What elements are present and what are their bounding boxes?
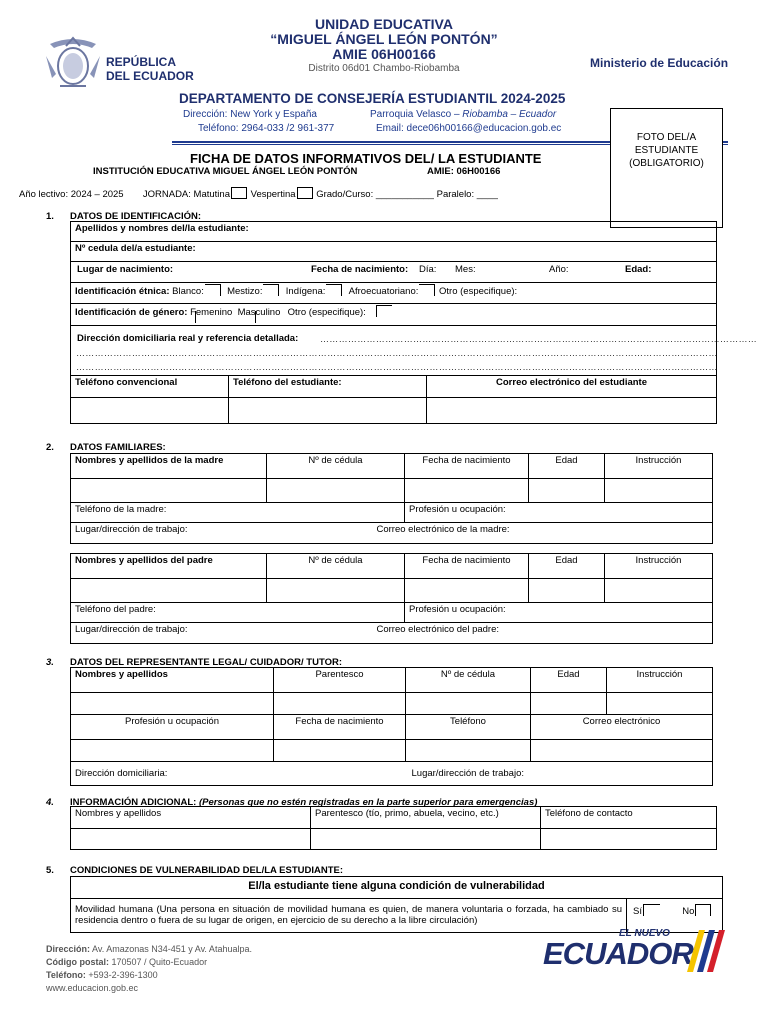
footer-address-value: Av. Amazonas N34-451 y Av. Atahualpa. [92,944,252,954]
mother-names-input[interactable] [71,479,267,503]
footer-phone [46,969,252,982]
emergency-names-input[interactable] [71,829,311,850]
father-age-header [529,554,605,579]
paralelo-field[interactable]: Paralelo: ____ [436,189,498,200]
guardian-address-cell[interactable] [71,762,406,786]
mother-age-header [529,454,605,479]
gender-other-checkbox[interactable] [376,305,392,317]
father-birthdate-label: Fecha de nacimiento [422,555,511,566]
day-label: Día: [419,264,437,275]
guardian-address-label: Dirección domiciliaria: [75,768,168,779]
footer-address [46,943,252,956]
vulnerability-question-cell [71,877,723,899]
emergency-contact-header [541,807,717,829]
mobility-no-label: No [682,906,695,917]
mobility-yes-label: Sí [633,906,642,917]
student-email-header [427,376,717,398]
guardian-phone-label: Teléfono [450,716,486,727]
nuevo-ecuador-logo [543,926,728,974]
guardian-cedula-label: Nº de cédula [440,669,496,680]
footer-address-label: Dirección: [46,944,91,954]
guardian-phone-input[interactable] [406,740,531,762]
father-profession-label: Profesión u ocupación: [409,604,506,615]
birth-cell[interactable] [71,262,717,283]
father-birthdate-input[interactable] [405,579,529,603]
institution-title: UNIDAD EDUCATIVA [315,16,453,32]
school-year-row [19,187,498,200]
guardian-names-input[interactable] [71,693,274,715]
student-email-input[interactable] [427,398,717,424]
ethnic-afro-checkbox[interactable] [419,284,435,296]
footer-website[interactable]: www.educacion.gob.ec [46,983,139,993]
guardian-email-label: Correo electrónico [582,716,661,727]
guardian-names-label: Nombres y apellidos [75,669,168,680]
father-cedula-input[interactable] [267,579,405,603]
gender-masculino-checkbox[interactable] [255,311,271,323]
section-1-title: DATOS DE IDENTIFICACIÓN: [70,211,202,222]
grade-field[interactable]: Grado/Curso: ___________ [316,189,434,200]
student-phone-input[interactable] [229,398,427,424]
logo-top-text: EL NUEVO [619,928,670,939]
section-3-title: DATOS DEL REPRESENTANTE LEGAL/ CUIDADOR/ TUTOR: [70,657,342,668]
guardian-education-header [607,668,713,693]
section-2-number: 2. [46,442,54,453]
emergency-names-label: Nombres y apellidos [75,808,162,819]
identification-table [70,221,758,424]
mother-phone-label: Teléfono de la madre: [75,504,167,515]
department-email[interactable]: Email: dece06h00166@educacion.gob.ec [376,123,562,134]
mother-email-cell[interactable] [376,523,713,544]
father-phone-cell[interactable] [71,603,405,623]
guardian-birthdate-header [274,715,406,740]
father-names-input[interactable] [71,579,267,603]
mother-birthdate-header [405,454,529,479]
guardian-names-header [71,668,274,693]
shift-label: JORNADA: Matutina [142,189,230,200]
ethnic-label: Identificación étnica: [75,286,170,297]
footer-contact [46,943,252,995]
section-4-subtitle: (Personas que no estén registradas en la parte superior para emergencias) [198,797,538,808]
birthplace-label: Lugar de nacimiento: [77,264,174,275]
ethnic-indigena-label: Indígena: [285,286,326,297]
photo-line-1: FOTO DEL/A [636,132,697,143]
department-address: Dirección: New York y España [183,109,317,120]
district: Distrito 06d01 Chambo-Riobamba [308,63,460,74]
mother-profession-label: Profesión u ocupación: [409,504,506,515]
father-age-input[interactable] [529,579,605,603]
father-email-cell[interactable] [376,623,713,644]
morning-checkbox[interactable] [231,187,247,199]
footer-phone-label: Teléfono: [46,970,86,980]
photo-line-3: (OBLIGATORIO) [629,158,704,169]
home-address-label: Dirección domiciliaria real y referencia detallada: [77,333,302,344]
guardian-cedula-header [406,668,531,693]
section-5-number: 5. [46,865,54,876]
school-year: Año lectivo: 2024 – 2025 [19,189,124,200]
emergency-names-header [71,807,311,829]
school-name: “MIGUEL ÁNGEL LEÓN PONTÓN” [270,31,498,47]
flag-stripes-icon [675,928,727,974]
father-age-label: Edad [555,555,578,566]
mother-age-input[interactable] [529,479,605,503]
father-profession-cell[interactable] [405,603,713,623]
department-phone: Teléfono: 2964-033 /2 961-377 [198,123,335,134]
guardian-birthdate-input[interactable] [274,740,406,762]
guardian-age-input[interactable] [531,693,607,715]
emergency-relationship-input[interactable] [311,829,541,850]
gender-other-label: Otro (especifique): [287,307,366,318]
section-3-number: 3. [46,657,54,668]
mother-cedula-input[interactable] [267,479,405,503]
father-email-label: Correo electrónico del padre: [376,624,500,635]
father-table [70,553,713,644]
footer-postal-value: 170507 / Quito-Ecuador [111,957,208,967]
footer-postal [46,956,252,969]
guardian-age-header [531,668,607,693]
emergency-relationship-header [311,807,541,829]
guardian-work-cell[interactable] [406,762,713,786]
emergency-relationship-label: Parentesco (tío, primo, abuela, vecino, etc.) [315,808,499,819]
mother-birthdate-input[interactable] [405,479,529,503]
student-names-cell[interactable] [71,222,717,242]
guardian-profession-label: Profesión u ocupación [124,716,219,727]
father-phone-label: Teléfono del padre: [75,604,156,615]
photo-box[interactable] [610,108,723,228]
mother-email-label: Correo electrónico de la madre: [376,524,510,535]
evening-checkbox[interactable] [297,187,313,199]
guardian-table [70,667,713,786]
guardian-email-header [531,715,713,740]
ethnic-mestizo-label: Mestizo: [227,286,263,297]
gender-femenino-checkbox[interactable] [195,311,211,323]
mother-age-label: Edad [555,455,578,466]
student-phone-header [229,376,427,398]
mother-education-header [605,454,713,479]
form-title: FICHA DE DATOS INFORMATIVOS DEL/ LA ESTUDIANTE [190,151,542,166]
mother-education-label: Instrucción [635,455,682,466]
section-5-title: CONDICIONES DE VULNERABILIDAD DEL/LA ESTUDIANTE: [70,865,344,876]
address-dots-1: …………………………………………………………………………………………………………………………… [320,334,758,344]
department-title: DEPARTAMENTO DE CONSEJERÍA ESTUDIANTIL 2024-2025 [179,91,566,106]
mother-phone-cell[interactable] [71,503,405,523]
section-4-number: 4. [46,797,54,808]
photo-line-2: ESTUDIANTE [634,145,699,156]
mother-birthdate-label: Fecha de nacimiento [422,455,511,466]
guardian-relationship-label: Parentesco [315,669,364,680]
guardian-profession-header [71,715,274,740]
birthdate-label: Fecha de nacimiento: [311,264,409,275]
mobility-yes-checkbox[interactable] [643,904,660,916]
section-4-title: INFORMACIÓN ADICIONAL: [70,797,197,808]
department-parish [370,109,556,120]
student-phone-label: Teléfono del estudiante: [233,377,342,388]
republic-line-2: DEL ECUADOR [106,69,194,83]
logo-brand-text: ECUADOR [543,936,693,971]
guardian-profession-input[interactable] [71,740,274,762]
parish-prefix: Parroquia Velasco – [370,109,460,120]
emergency-contact-input[interactable] [541,829,717,850]
emergency-contact-label: Teléfono de contacto [545,808,633,819]
ethnic-other-label[interactable]: Otro (especifique): [439,286,518,297]
father-education-label: Instrucción [635,555,682,566]
father-cedula-label: Nº de cédula [308,555,363,566]
month-label: Mes: [455,264,476,275]
guardian-age-label: Edad [557,669,580,680]
gender-cell [71,304,717,326]
section-2-title: DATOS FAMILIARES: [70,442,166,453]
guardian-cedula-input[interactable] [406,693,531,715]
guardian-relationship-input[interactable] [274,693,406,715]
student-id-cell[interactable] [71,242,717,262]
vulnerability-table [70,876,723,933]
landline-label: Teléfono convencional [75,377,178,388]
mother-cedula-header [267,454,405,479]
age-label: Edad: [625,264,652,275]
mother-education-input[interactable] [605,479,713,503]
mobility-no-checkbox[interactable] [695,904,711,916]
father-birthdate-header [405,554,529,579]
mother-work-cell[interactable] [71,523,405,544]
amie-code: AMIE 06H00166 [332,46,436,62]
guardian-relationship-header [274,668,406,693]
guardian-phone-header [406,715,531,740]
ethnic-cell [71,283,717,304]
parish-city: Riobamba – Ecuador [462,109,557,120]
form-institution: INSTITUCIÓN EDUCATIVA MIGUEL ÁNGEL LEÓN PONTÓN [93,166,358,177]
ethnic-afro-label: Afroecuatoriano: [348,286,419,297]
father-cedula-header [267,554,405,579]
student-names-label: Apellidos y nombres del/la estudiante: [75,223,249,234]
father-names-header [71,554,267,579]
landline-input[interactable] [71,398,229,424]
mother-names-header [71,454,267,479]
mobility-description: Movilidad humana (Una persona en situación de movilidad humana es quien, de manera voluntaria o forzada, ha cambiado su residencia dentro o fuera de su lugar de origen, en ejercicio de su derecho a la libre circulación) [75,904,622,926]
student-id-label: Nº cedula del/a estudiante: [75,243,196,254]
father-work-label: Lugar/dirección de trabajo: [75,624,188,635]
ethnic-blanco-checkbox[interactable] [205,284,221,296]
ethnic-mestizo-checkbox[interactable] [263,284,279,296]
address-dots-3: ……………………………………………………………………………………………………………………………………………………………………………………… [76,362,718,372]
republic-line-1: REPÚBLICA [106,55,177,69]
address-dots-2: ……………………………………………………………………………………………………………………………………………………………………………………… [76,348,718,358]
section-1-number: 1. [46,211,54,222]
father-names-label: Nombres y apellidos del padre [75,555,213,566]
mother-cedula-label: Nº de cédula [308,455,363,466]
gender-label: Identificación de género: [75,307,188,318]
guardian-education-input[interactable] [607,693,713,715]
mother-work-label: Lugar/dirección de trabajo: [75,524,188,535]
ministry-label: Ministerio de Educación [590,56,729,70]
mother-profession-cell[interactable] [405,503,713,523]
footer-phone-value: +593-2-396-1300 [88,970,158,980]
mother-table [70,453,713,544]
guardian-work-label: Lugar/dirección de trabajo: [411,768,524,779]
vulnerability-question: El/la estudiante tiene alguna condición de vulnerabilidad [248,880,545,892]
landline-header [71,376,229,398]
ethnic-blanco-label: Blanco: [172,286,204,297]
gender-masculino-label: Masculino [237,307,281,318]
guardian-email-input[interactable] [531,740,713,762]
father-education-header [605,554,713,579]
father-work-cell[interactable] [71,623,405,644]
guardian-education-label: Instrucción [636,669,683,680]
year-label: Año: [549,264,569,275]
evening-label: Vespertina [250,189,296,200]
footer-postal-label: Código postal: [46,957,109,967]
ethnic-indigena-checkbox[interactable] [326,284,342,296]
gender-femenino-label: Femenino [190,307,233,318]
emergency-table [70,806,717,850]
father-education-input[interactable] [605,579,713,603]
guardian-birthdate-label: Fecha de nacimiento [295,716,384,727]
form-amie: AMIE: 06H00166 [427,166,501,177]
student-email-label: Correo electrónico del estudiante [496,377,647,388]
mother-names-label: Nombres y apellidos de la madre [75,455,224,466]
